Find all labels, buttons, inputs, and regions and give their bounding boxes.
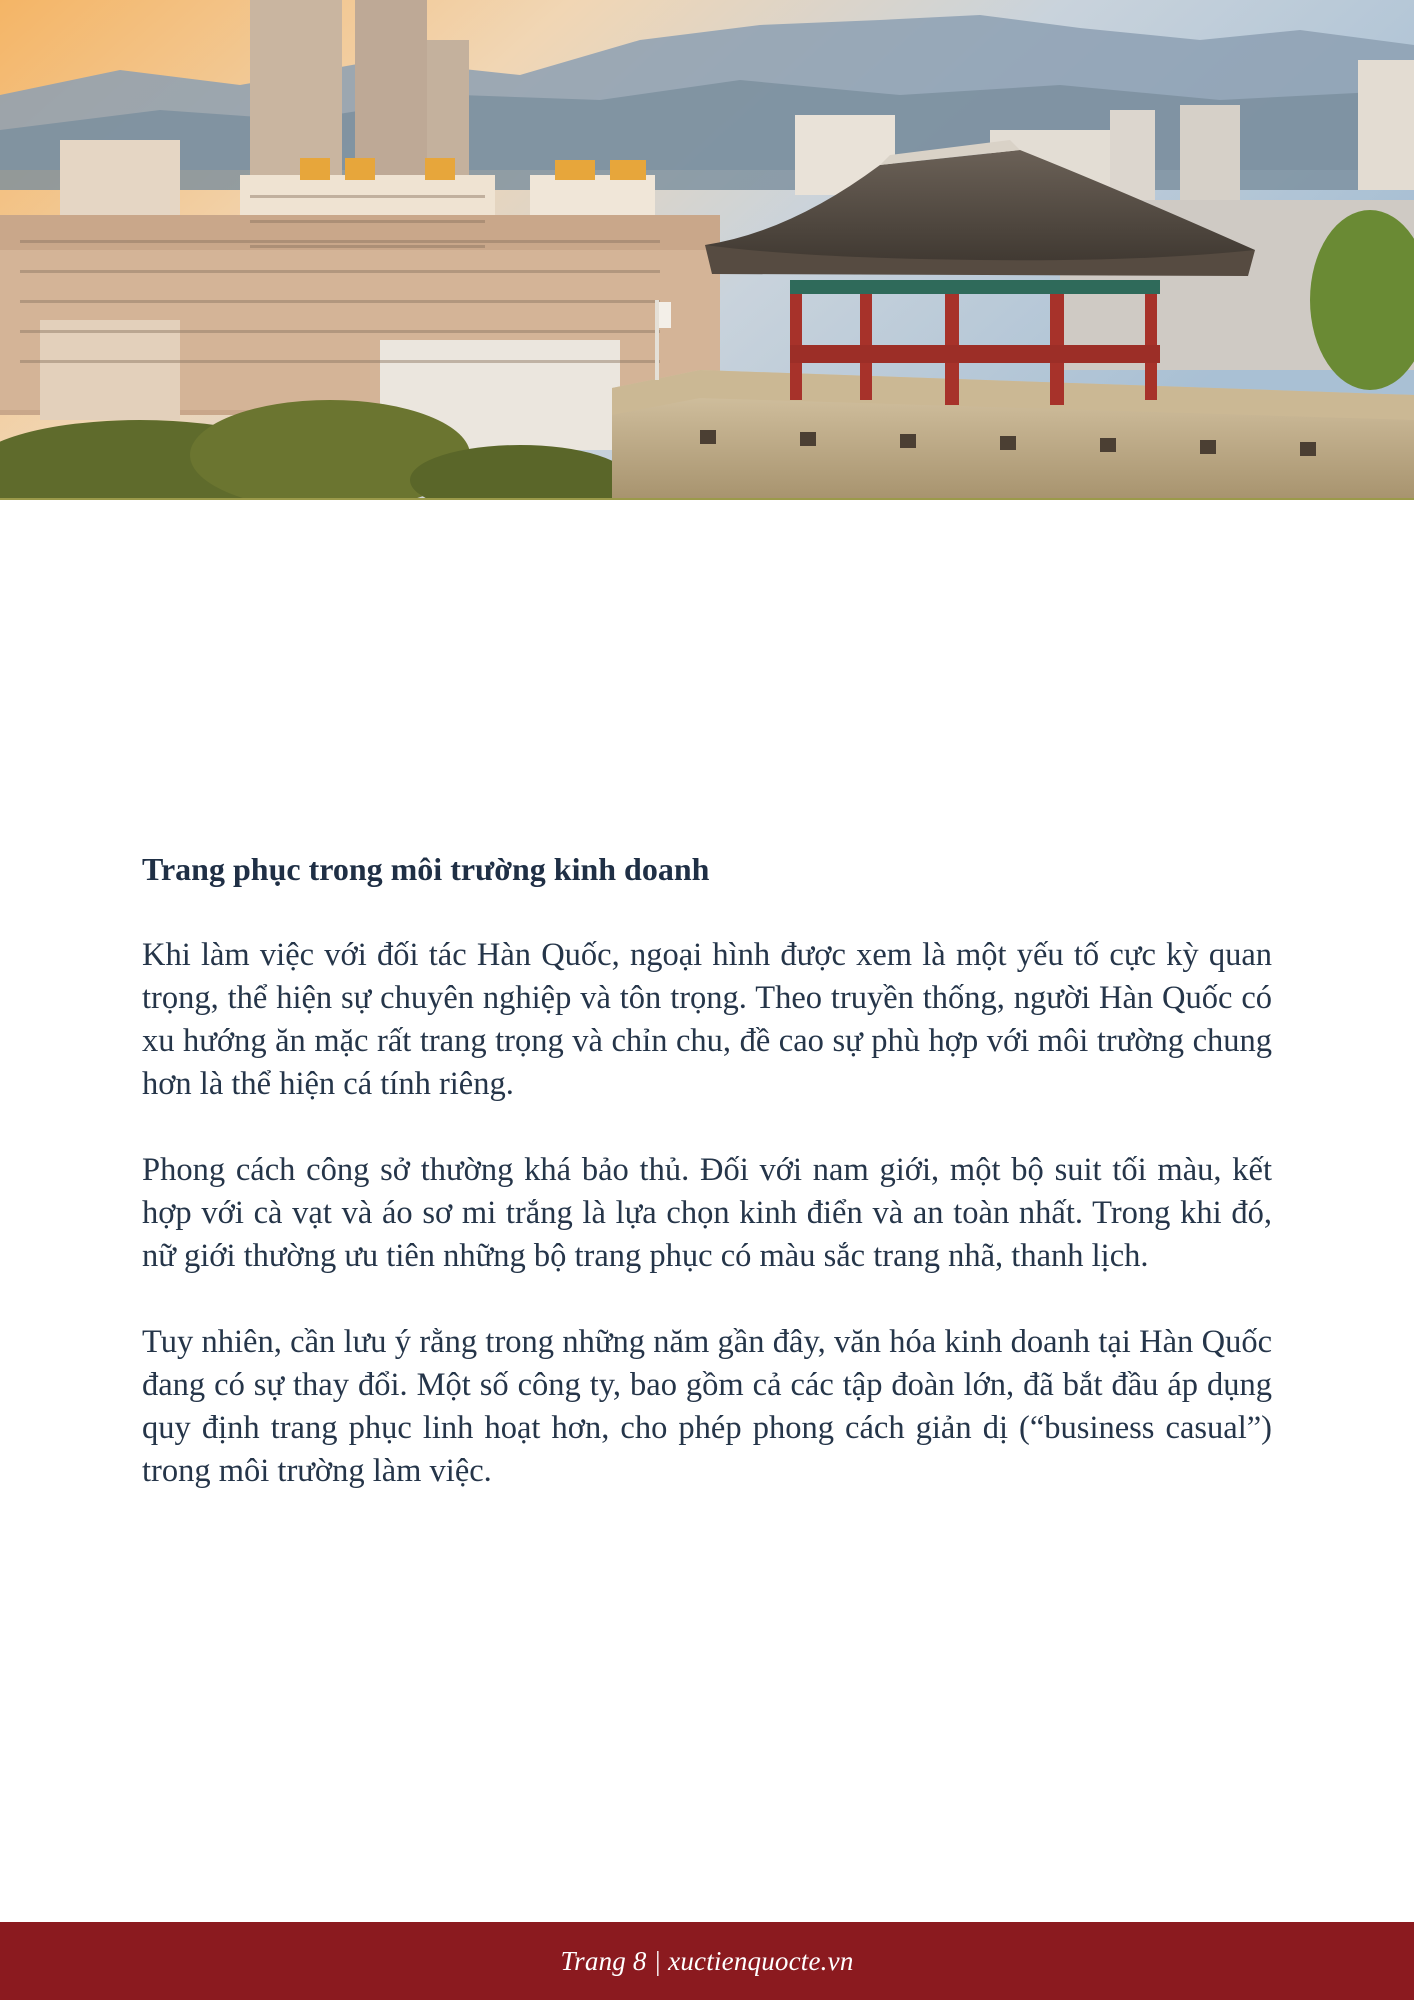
footer-page-label: Trang 8 | xuctienquocte.vn <box>560 1945 854 1976</box>
section-heading: Trang phục trong môi trường kinh doanh <box>142 851 710 887</box>
page-footer <box>0 1922 1414 2000</box>
hero-image <box>0 0 1414 500</box>
cityscape-illustration <box>0 0 1414 498</box>
article <box>142 846 1272 1536</box>
paragraph-3: Tuy nhiên, cần lưu ý rằng trong những năm gần đây, văn hóa kinh doanh tại Hàn Quốc đang có sự thay đổi. Một số công ty, bao gồm cả các tập đoàn lớn, đã bắt đầu áp dụng quy định trang phục linh hoạt hơn, cho phép phong cách giản dị (“business casual”) trong môi trường làm việc. <box>142 1324 1272 1489</box>
paragraph-2: Phong cách công sở thường khá bảo thủ. Đối với nam giới, một bộ suit tối màu, kết hợp với cà vạt và áo sơ mi trắng là lựa chọn kinh điển và an toàn nhất. Trong khi đó, nữ giới thường ưu tiên những bộ trang phục có màu sắc trang nhã, thanh lịch. <box>142 1152 1272 1274</box>
paragraph-1: Khi làm việc với đối tác Hàn Quốc, ngoại hình được xem là một yếu tố cực kỳ quan trọng, thể hiện sự chuyên nghiệp và tôn trọng. Theo truyền thống, người Hàn Quốc có xu hướng ăn mặc rất trang trọng và chỉn chu, đề cao sự phù hợp với môi trường chung hơn là thể hiện cá tính riêng. <box>142 937 1272 1102</box>
